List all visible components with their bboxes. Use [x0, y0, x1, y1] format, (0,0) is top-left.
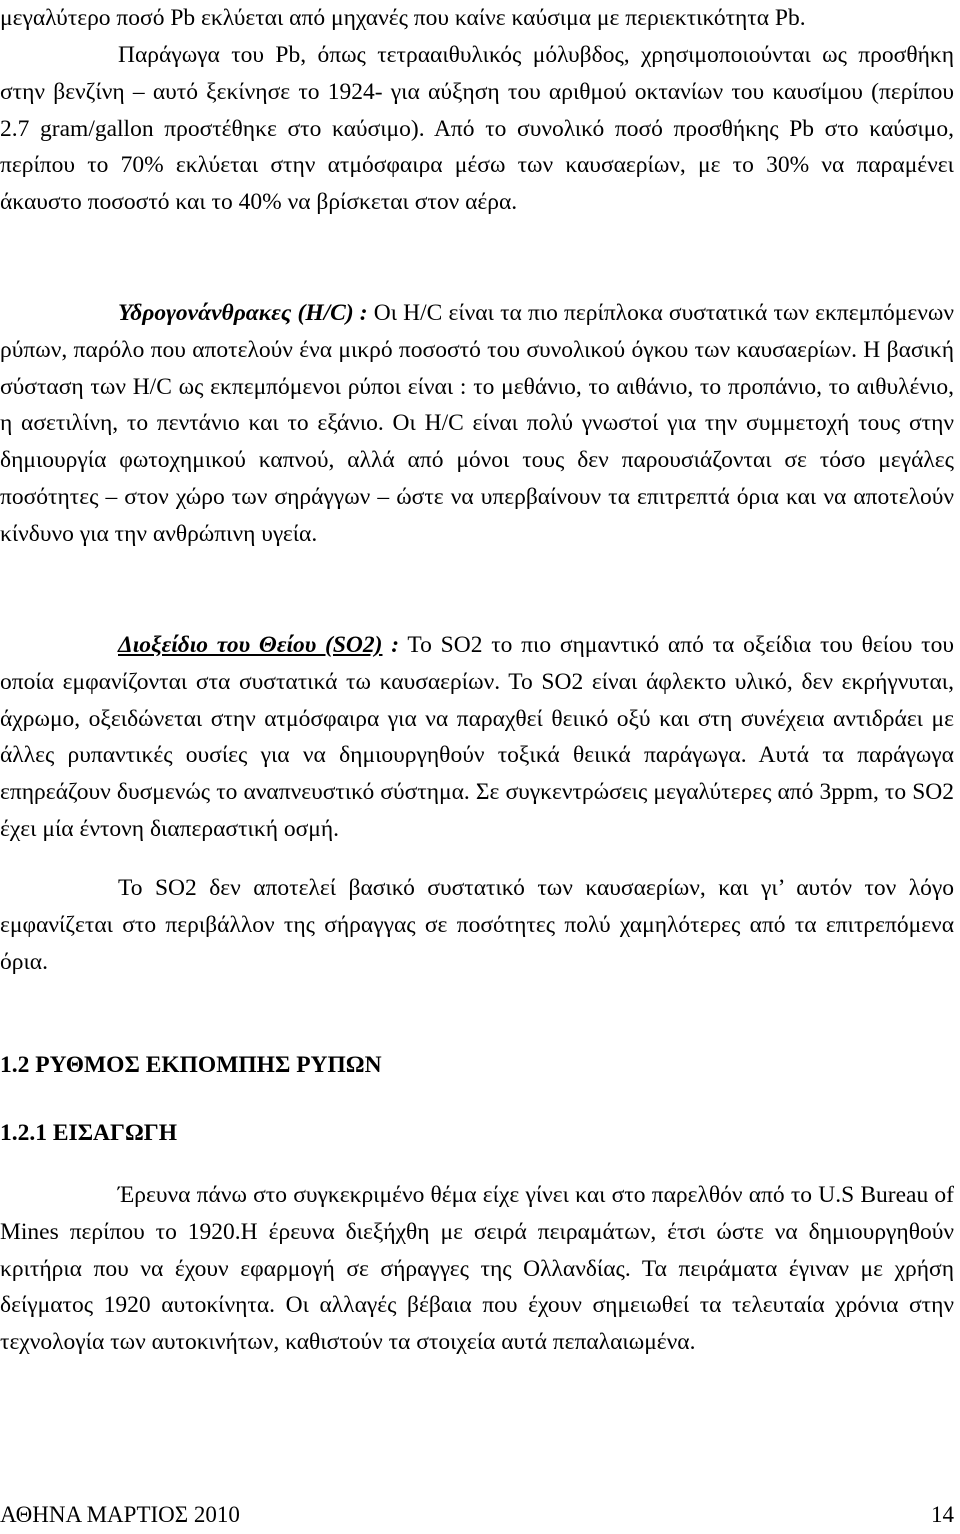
- page-footer: [0, 1500, 954, 1530]
- paragraph-text: Οι Η/C είναι τα πιο περίπλοκα συστατικά των εκπεμπόμενων ρύπων, παρόλο που αποτελούν ένα μικρό ποσοστό του συνολικού όγκου των καυσαερίων. Η βασική σύσταση των Η/C ως εκπεμπόμενοι ρύποι είναι : το μεθάνιο, το αιθάνιο, το προπάνιο, το αιθυλένιο, η ασετιλίνη, το πεντάνιο και το εξάνιο. Οι Η/C είναι πολύ γνωστοί για την συμμετοχή τους στην δημιουργία φωτοχημικού καπνού, αλλά από μόνοι τους δεν παρουσιάζονται σε τόσο μεγάλες ποσότητες – στον χώρο των σηράγγων – ώστε να υπερβαίνουν τα επιτρεπτά όρια και να αποτελούν κίνδυνο για την ανθρώπινη υγεία.: [0, 300, 954, 547]
- paragraph-sulfur-dioxide: [0, 627, 954, 848]
- paragraph-text: Έρευνα πάνω στο συγκεκριμένο θέμα είχε γίνει και στο παρελθόν από το U.S Bureau of Mines περίπου το 1920.Η έρευνα διεξήχθη με σειρά πειραμάτων, έτσι ώστε να δημιουργηθούν κριτήρια που να έχουν εφαρμογή σε σήραγγες της Ολλανδίας. Τα πειράματα έγιναν με χρήση δείγματος 1920 αυτοκίνητα. Οι αλλαγές βέβαια που έχουν σημειωθεί τα τελευταία χρόνια στην τεχνολογία των αυτοκινήτων, καθιστούν τα στοιχεία αυτά πεπαλαιωμένα.: [0, 1182, 954, 1356]
- page-number: 14: [931, 1502, 954, 1527]
- paragraph-hydrocarbons: [0, 295, 954, 553]
- section-heading-1-2: 1.2 ΡΥΘΜΟΣ ΕΚΠΟΜΠΗΣ ΡΥΠΩΝ: [0, 1052, 382, 1078]
- paragraph-text: μεγαλύτερο ποσό Pb εκλύεται από μηχανές που καίνε καύσιμα με περιεκτικότητα Pb.: [0, 5, 806, 31]
- paragraph-text: Παράγωγα του Pb, όπως τετρααιθυλικός μόλυβδος, χρησιμοποιούνται ως προσθήκη στην βενζίνη – αυτό ξεκίνησε το 1924- για αύξηση του αριθμού οκτανίων του καυσίμου (περίπου 2.7 gram/gallon προστέθηκε στο καύσιμο). Από το συνολικό ποσό προσθήκης Pb στο καύσιμο, περίπου το 70% εκλύεται στην ατμόσφαιρα μέσω των καυσαερίων, με το 30% να παραμένει άκαυστο ποσοστό και το 40% να βρίσκεται στον αέρα.: [0, 42, 954, 216]
- paragraph-text: Το SO2 το πιο σημαντικό από τα οξείδια του θείου του οποία εμφανίζονται στα συστατικά τω καυσαερίων. Το SO2 είναι άφλεκτο υλικό, δεν εκρήγνυται, άχρωμο, οξειδώνεται στην ατμόσφαιρα για να παραχθεί θειικό οξύ και στη συνέχεια αντιδράει με άλλες ρυπαντικές ουσίες για να δημιουργηθούν τοξικά θειικά παράγωγα. Αυτά τα παράγωγα επηρεάζουν δυσμενώς το αναπνευστικό σύστημα. Σε συγκεντρώσεις μεγαλύτερες από 3ppm, το SO2 έχει μία έντονη διαπεραστική οσμή.: [0, 632, 955, 842]
- paragraph-text: Το SO2 δεν αποτελεί βασικό συστατικό των καυσαερίων, και γι’ αυτόν τον λόγο εμφανίζεται στο περιβάλλον της σήραγγας σε ποσότητες πολύ χαμηλότερες από τα επιτρεπόμενα όρια.: [0, 875, 954, 975]
- paragraph-sulfur-dioxide-2: [0, 870, 954, 980]
- paragraph-introduction: [0, 1177, 954, 1361]
- section-title-sulfur-dioxide: Διοξείδιο του Θείου (SO2): [118, 632, 383, 658]
- section-title-colon: :: [382, 632, 400, 658]
- section-title-hydrocarbons: Υδρογονάνθρακες (Η/C) :: [118, 300, 368, 326]
- section-heading-1-2-1: 1.2.1 ΕΙΣΑΓΩΓΗ: [0, 1120, 178, 1146]
- footer-location-date: ΑΘΗΝΑ ΜΑΡΤΙΟΣ 2010: [0, 1502, 240, 1527]
- paragraph-lead-continuation: [0, 0, 954, 37]
- paragraph-lead-additive: [0, 37, 954, 221]
